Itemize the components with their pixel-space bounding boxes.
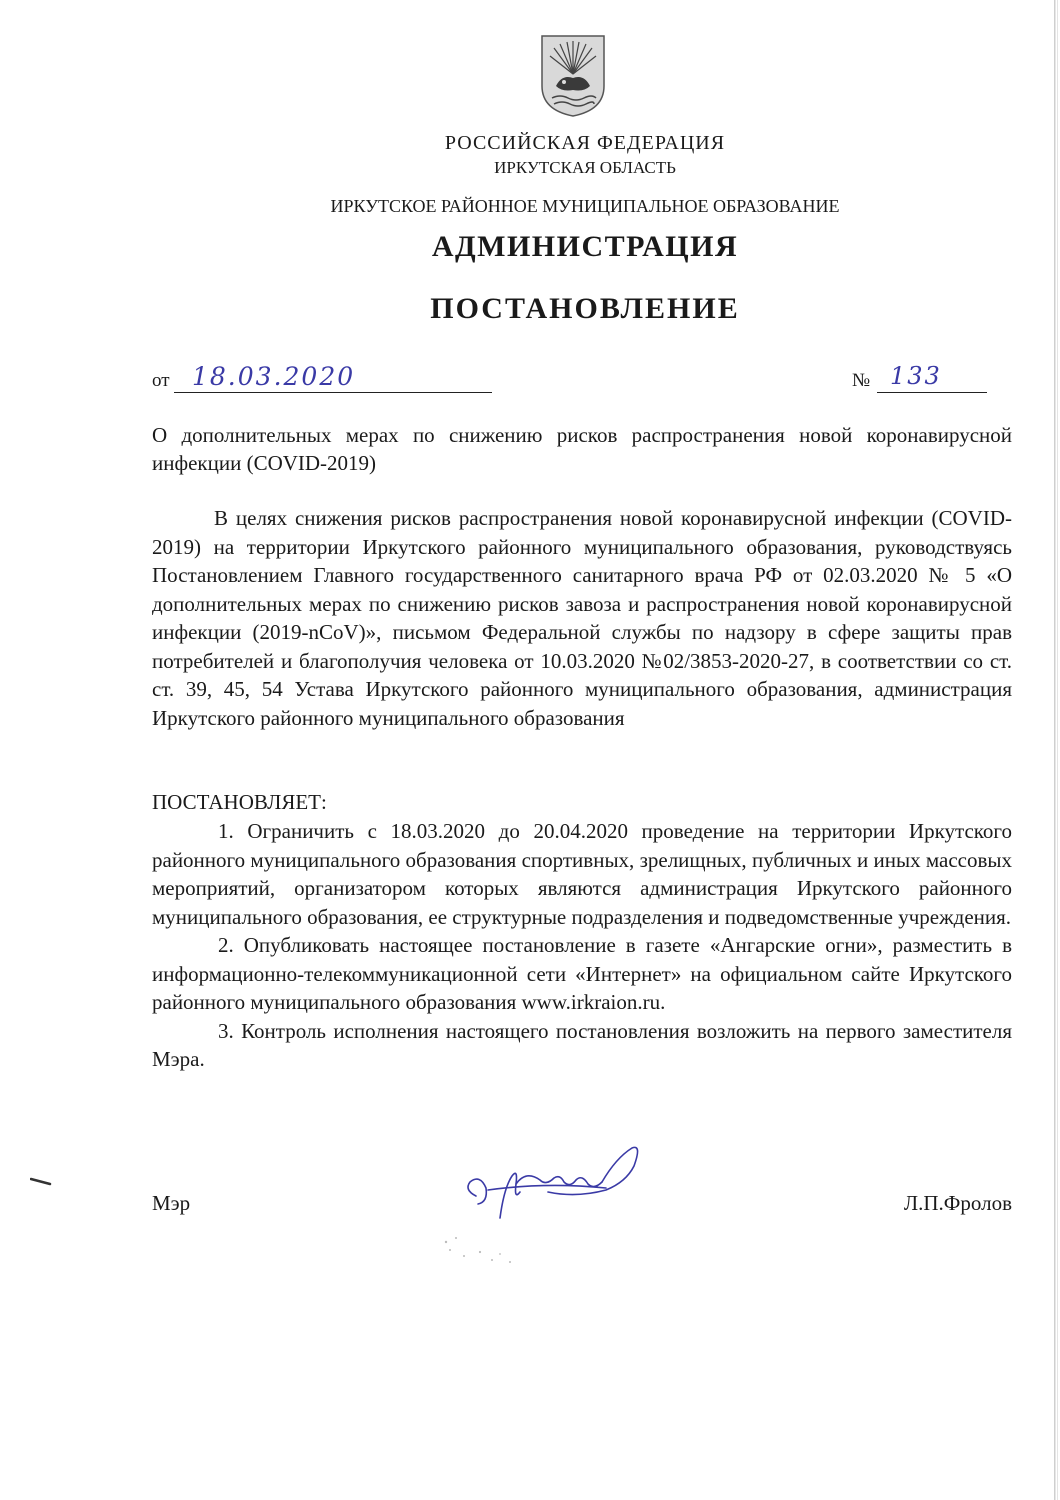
document-type-heading: ПОСТАНОВЛЕНИЕ [430,292,740,325]
country-heading: РОССИЙСКАЯ ФЕДЕРАЦИЯ [444,132,726,154]
resolution-items [152,817,1012,1074]
resolution-item: 2. Опубликовать настоящее постановление в газете «Ангарские огни», разместить в информационно-телекоммуникационной сети «Интернет» на официальном сайте Иркутского районного муниципального образования www.irkraion.ru. [152,933,1012,1014]
date-number-row [152,364,1012,398]
scan-edge-shadow [1046,0,1060,1500]
signatory-name: Л.П.Фролов [903,1191,1012,1215]
stamp-trace [440,1230,520,1270]
date-value: 18.03.2020 [192,362,356,391]
municipality-heading: ИРКУТСКОЕ РАЙОННОЕ МУНИЦИПАЛЬНОЕ ОБРАЗОВАНИЕ [330,196,840,216]
region-heading: ИРКУТСКАЯ ОБЛАСТЬ [494,158,676,177]
scan-artifact [30,1176,52,1186]
preamble-paragraph: В целях снижения рисков распространения новой коронавирусной инфекции (COVID-2019) на территории Иркутского районного муниципального образования, руководствуясь Постановлением Главного государственного санитарного врача РФ от 02.03.2020 № 5 «О дополнительных мерах по снижению рисков завоза и распространения новой коронавирусной инфекции (2019-nCoV)», письмом Федеральной службы по надзору в сфере защиты прав потребителей и благополучия человека от 10.03.2020 №02/3853-2020-27, в соответствии со ст. ст. 39, 45, 54 Устава Иркутского районного муниципального образования, администрация Иркутского районного муниципального образования [152,506,1012,730]
signatory-title: Мэр [152,1191,191,1215]
document-subject: О дополнительных мерах по снижению рисков распространения новой коронавирусной инфекции (COVID-2019) [152,423,1012,475]
date-underline [174,392,492,393]
resolution-item: 1. Ограничить с 18.03.2020 до 20.04.2020 проведение на территории Иркутского районного муниципального образования спортивных, зрелищных, публичных и иных массовых мероприятий, организатором которых являются администрация Иркутского районного муниципального образования, ее структурные подразделения и подведомственные учреждения. [152,819,1012,929]
resolution-item: 3. Контроль исполнения настоящего постановления возложить на первого заместителя Мэра. [152,1018,1012,1071]
coat-of-arms-icon [540,34,606,118]
number-underline [877,392,987,393]
number-value: 133 [890,362,942,390]
signature-icon [456,1118,656,1228]
authority-heading: АДМИНИСТРАЦИЯ [431,230,739,263]
date-label: от [152,370,170,391]
resolves-heading: ПОСТАНОВЛЯЕТ: [152,790,327,814]
number-label: № [852,370,871,391]
